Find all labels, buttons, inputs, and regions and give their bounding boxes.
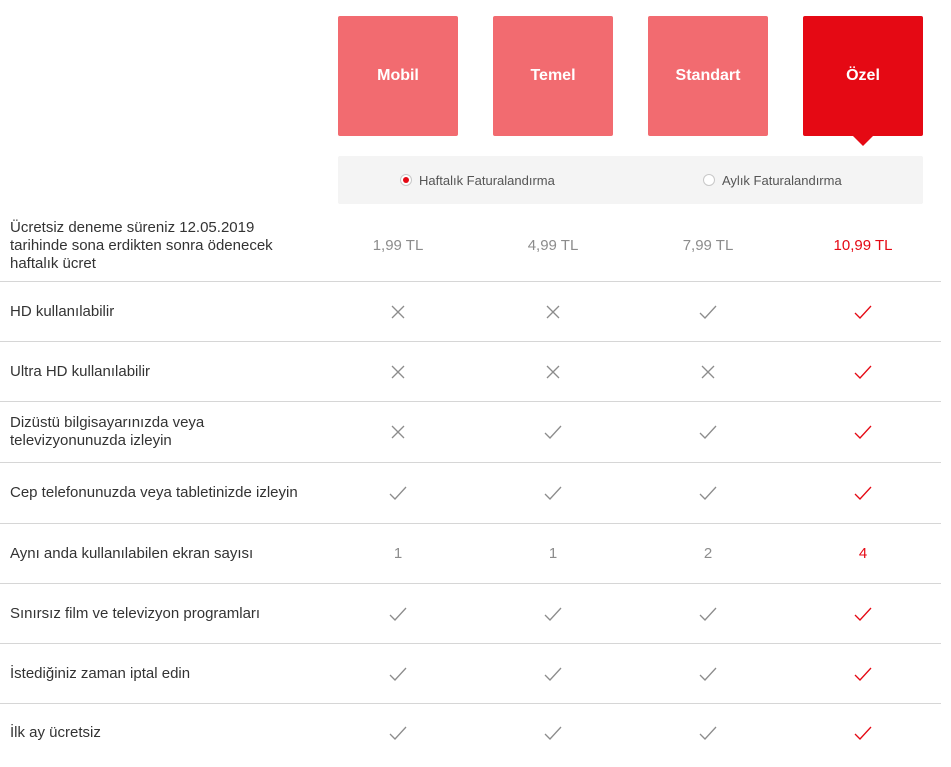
monthly-billing-label: Aylık Faturalandırma bbox=[722, 172, 842, 188]
plan-name: Standart bbox=[675, 67, 741, 84]
check-icon bbox=[648, 584, 768, 643]
feature-label: Cep telefonunuzda veya tabletinizde izleyin bbox=[10, 484, 298, 501]
billing-option-weekly[interactable] bbox=[400, 156, 555, 204]
feature-value: 1,99 TL bbox=[372, 237, 424, 254]
check-icon bbox=[803, 402, 923, 462]
plan-name: Mobil bbox=[377, 67, 419, 84]
check-icon bbox=[338, 584, 458, 643]
feature-row bbox=[0, 210, 941, 282]
cross-icon bbox=[338, 342, 458, 401]
plan-name: Temel bbox=[530, 67, 576, 84]
plan-card-standart[interactable] bbox=[648, 16, 768, 136]
feature-row bbox=[0, 644, 941, 704]
feature-label: İlk ay ücretsiz bbox=[10, 724, 101, 741]
check-icon bbox=[493, 644, 613, 703]
feature-label: Sınırsız film ve televizyon programları bbox=[10, 604, 261, 622]
feature-value: 7,99 TL bbox=[682, 237, 734, 254]
radio-selected-dot bbox=[403, 177, 409, 183]
plan-name: Özel bbox=[846, 67, 880, 84]
feature-row bbox=[0, 282, 941, 342]
check-icon bbox=[648, 282, 768, 341]
plan-card-ozel[interactable] bbox=[803, 16, 923, 136]
feature-value: 2 bbox=[703, 545, 713, 562]
feature-row bbox=[0, 342, 941, 402]
feature-label: HD kullanılabilir bbox=[10, 302, 115, 320]
feature-row bbox=[0, 402, 941, 463]
cross-icon bbox=[648, 342, 768, 401]
weekly-radio[interactable] bbox=[400, 174, 412, 186]
weekly-billing-label: Haftalık Faturalandırma bbox=[419, 172, 555, 188]
check-icon bbox=[803, 342, 923, 401]
check-icon bbox=[338, 704, 458, 762]
plan-card-mobil[interactable] bbox=[338, 16, 458, 136]
feature-row bbox=[0, 584, 941, 644]
check-icon bbox=[803, 463, 923, 523]
check-icon bbox=[648, 704, 768, 762]
billing-option-monthly[interactable] bbox=[703, 156, 842, 204]
check-icon bbox=[493, 402, 613, 462]
billing-period-toggle bbox=[338, 156, 923, 204]
feature-label: Dizüstü bilgisayarınızda veya televizyonunuzda izleyin bbox=[10, 414, 205, 449]
check-icon bbox=[803, 584, 923, 643]
plan-card-temel[interactable] bbox=[493, 16, 613, 136]
check-icon bbox=[338, 644, 458, 703]
cross-icon bbox=[338, 282, 458, 341]
check-icon bbox=[338, 463, 458, 523]
check-icon bbox=[493, 704, 613, 762]
check-icon bbox=[648, 402, 768, 462]
feature-label: İstediğiniz zaman iptal edin bbox=[10, 664, 191, 682]
feature-row bbox=[0, 463, 941, 524]
cross-icon bbox=[493, 342, 613, 401]
check-icon bbox=[648, 463, 768, 523]
check-icon bbox=[803, 644, 923, 703]
cross-icon bbox=[338, 402, 458, 462]
check-icon bbox=[803, 704, 923, 762]
feature-row bbox=[0, 524, 941, 584]
feature-value: 1 bbox=[548, 545, 558, 562]
feature-row bbox=[0, 704, 941, 762]
feature-value: 4 bbox=[858, 545, 868, 562]
feature-label: Ultra HD kullanılabilir bbox=[10, 362, 151, 380]
check-icon bbox=[493, 463, 613, 523]
check-icon bbox=[803, 282, 923, 341]
feature-value: 4,99 TL bbox=[527, 237, 579, 254]
check-icon bbox=[493, 584, 613, 643]
feature-value: 1 bbox=[393, 545, 403, 562]
feature-label: Aynı anda kullanılabilen ekran sayısı bbox=[10, 544, 254, 562]
feature-value: 10,99 TL bbox=[833, 237, 893, 254]
cross-icon bbox=[493, 282, 613, 341]
check-icon bbox=[648, 644, 768, 703]
monthly-radio[interactable] bbox=[703, 174, 715, 186]
feature-label: Ücretsiz deneme süreniz 12.05.2019 tarihinde sona erdikten sonra ödenecek haftalık ücret bbox=[10, 218, 273, 272]
